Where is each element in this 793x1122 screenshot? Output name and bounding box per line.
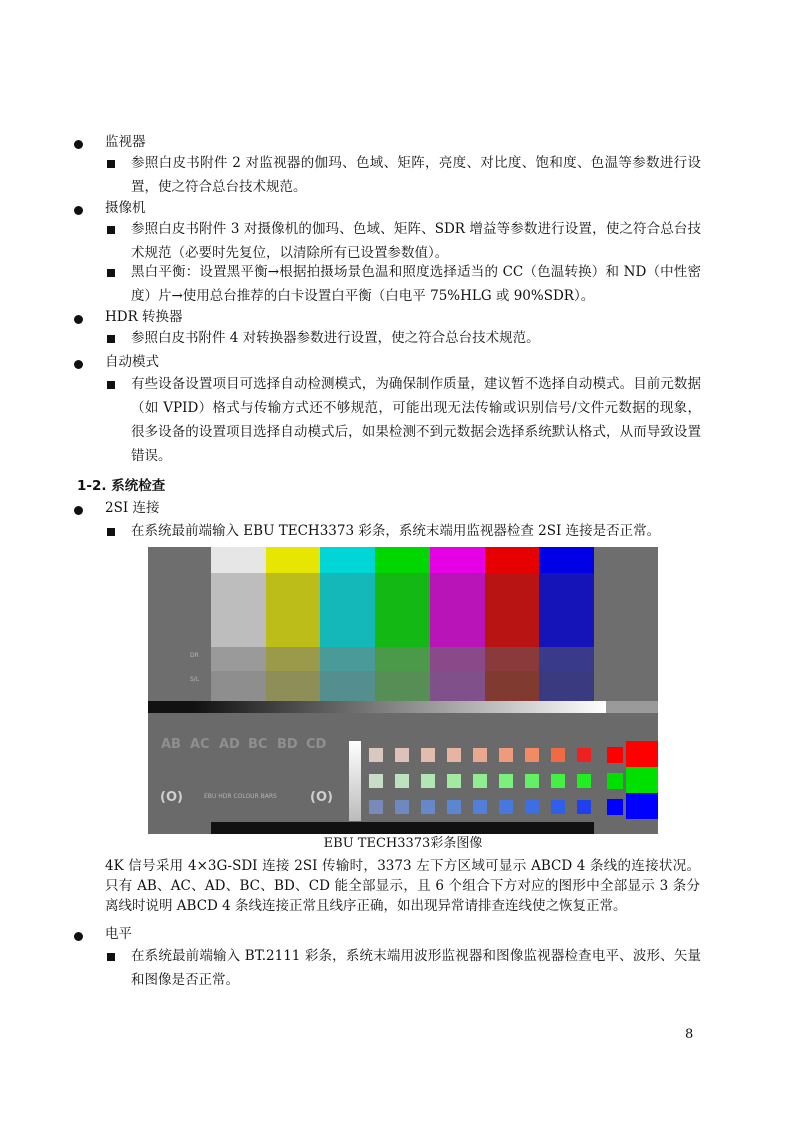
bar-top-1 xyxy=(266,547,320,573)
bar-main-1 xyxy=(266,573,320,647)
patch-sat-1 xyxy=(607,773,623,789)
level-title: 电平 xyxy=(105,926,132,942)
patch-sat-2 xyxy=(607,799,623,815)
bullet-dot xyxy=(74,315,83,324)
patch-2-5 xyxy=(499,800,513,814)
side-left xyxy=(148,547,211,701)
patch-2-0 xyxy=(369,800,383,814)
sl-label: S/L xyxy=(190,676,200,683)
bar-top-4 xyxy=(430,547,485,573)
bar-top-2 xyxy=(320,547,375,573)
section-title-monitor: 监视器 xyxy=(105,134,146,150)
bar-dr-4 xyxy=(430,647,485,671)
bullet-dot xyxy=(74,206,83,215)
patch-0-2 xyxy=(421,748,435,762)
bar-main-6 xyxy=(539,573,594,647)
bar-sl-4 xyxy=(430,671,485,701)
section-title-hdr: HDR 转换器 xyxy=(105,309,183,325)
bar-dr-1 xyxy=(266,647,320,671)
camera-item-1: 参照白皮书附件 3 对摄像机的伽玛、色域、矩阵、SDR 增益等参数进行设置，使之符合总台技术规范（必要时先复位，以清除所有已设置参数值）。 xyxy=(131,221,701,261)
combo-ab: AB xyxy=(161,737,181,752)
bullet-dot xyxy=(74,360,83,369)
level-item: 在系统最前端输入 BT.2111 彩条，系统末端用波形监视器和图像监视器检查电平、波形、矢量和图像是否正常。 xyxy=(131,948,701,988)
bar-sl-6 xyxy=(539,671,594,701)
patch-1-8 xyxy=(577,774,591,788)
patch-0-4 xyxy=(473,748,487,762)
bar-top-0 xyxy=(211,547,266,573)
page-number: 8 xyxy=(685,1027,694,1042)
section-title-auto: 自动模式 xyxy=(105,354,159,370)
combo-ac: AC xyxy=(190,737,210,752)
twosi-item: 在系统最前端输入 EBU TECH3373 彩条，系统末端用监视器检查 2SI 连接是否正常。 xyxy=(131,523,661,539)
bar-dr-2 xyxy=(320,647,375,671)
gray-ramp xyxy=(148,701,606,713)
patch-1-3 xyxy=(447,774,461,788)
hdr-item: 参照白皮书附件 4 对转换器参数进行设置，使之符合总台技术规范。 xyxy=(131,330,540,346)
patch-1-2 xyxy=(421,774,435,788)
figure-caption: EBU TECH3373彩条图像 xyxy=(323,836,483,851)
bullet-square xyxy=(107,528,115,536)
combo-bd: BD xyxy=(277,737,298,752)
bar-main-4 xyxy=(430,573,485,647)
patch-1-7 xyxy=(551,774,565,788)
bar-dr-5 xyxy=(485,647,539,671)
patch-big-1 xyxy=(626,767,658,793)
combo-cd: CD xyxy=(306,737,327,752)
bar-sl-5 xyxy=(485,671,539,701)
patch-2-6 xyxy=(525,800,539,814)
bullet-dot xyxy=(74,506,83,515)
bar-sl-2 xyxy=(320,671,375,701)
patch-2-1 xyxy=(395,800,409,814)
patch-0-5 xyxy=(499,748,513,762)
bar-main-5 xyxy=(485,573,539,647)
bar-sl-0 xyxy=(211,671,266,701)
ebu-test-card xyxy=(148,547,658,834)
patch-big-0 xyxy=(626,741,658,767)
patch-0-3 xyxy=(447,748,461,762)
patch-0-1 xyxy=(395,748,409,762)
bullet-dot xyxy=(74,140,83,149)
logo-left: (O) xyxy=(160,790,183,805)
patch-2-3 xyxy=(447,800,461,814)
bullet-square xyxy=(107,160,115,168)
white-vbar xyxy=(349,741,361,821)
bullet-square xyxy=(107,381,115,389)
bar-dr-3 xyxy=(375,647,430,671)
patch-1-0 xyxy=(369,774,383,788)
auto-item: 有些设备设置项目可选择自动检测模式，为确保制作质量，建议暂不选择自动模式。目前元数据（如 VPID）格式与传输方式还不够规范，可能出现无法传输或识别信号/文件元数据的现象，很多设备的设置项目选择自动模式后，如果检测不到元数据会选择系统默认格式，从而导致设置错误。 xyxy=(131,376,701,464)
patch-1-1 xyxy=(395,774,409,788)
patch-big-2 xyxy=(626,793,658,819)
patch-0-8 xyxy=(577,748,591,762)
bar-top-6 xyxy=(539,547,594,573)
ramp-end xyxy=(606,701,658,713)
patch-2-8 xyxy=(577,800,591,814)
logo-right: (O) xyxy=(310,790,333,805)
patch-0-6 xyxy=(525,748,539,762)
bottom-black xyxy=(211,822,594,834)
combo-bc: BC xyxy=(248,737,268,752)
combo-ad: AD xyxy=(219,737,240,752)
patch-1-4 xyxy=(473,774,487,788)
patch-2-7 xyxy=(551,800,565,814)
monitor-item: 参照白皮书附件 2 对监视器的伽玛、色域、矩阵，亮度、对比度、饱和度、色温等参数进行设置，使之符合总台技术规范。 xyxy=(131,155,701,195)
twosi-explanation: 4K 信号采用 4×3G-SDI 连接 2SI 传输时，3373 左下方区域可显示 ABCD 4 条线的连接状况。只有 AB、AC、AD、BC、BD、CD 能全部显示，且 6 个组合下方对应的图形中全部显示 3 条分离线时说明 ABCD 4 条线连接正常且线序正确，如出现异常请排查连线使之恢复正常。 xyxy=(105,858,700,914)
dr-label: DR xyxy=(190,652,199,659)
bullet-square xyxy=(107,269,115,277)
bullet-dot xyxy=(74,932,83,941)
patch-sat-0 xyxy=(607,747,623,763)
bar-dr-6 xyxy=(539,647,594,671)
bullet-square xyxy=(107,335,115,343)
bullet-square xyxy=(107,226,115,234)
bar-top-3 xyxy=(375,547,430,573)
bar-dr-0 xyxy=(211,647,266,671)
section-title-camera: 摄像机 xyxy=(105,200,146,216)
bar-top-5 xyxy=(485,547,539,573)
bar-main-3 xyxy=(375,573,430,647)
patch-2-4 xyxy=(473,800,487,814)
section-heading: 1-2. 系统检查 xyxy=(77,478,166,494)
camera-item-2: 黑白平衡：设置黑平衡→根据拍摄场景色温和照度选择适当的 CC（色温转换）和 ND（中性密度）片→使用总台推荐的白卡设置白平衡（白电平 75%HLG 或 90%SDR）。 xyxy=(131,264,701,304)
patch-0-7 xyxy=(551,748,565,762)
bullet-square xyxy=(107,953,115,961)
patch-0-0 xyxy=(369,748,383,762)
bar-sl-1 xyxy=(266,671,320,701)
bar-main-2 xyxy=(320,573,375,647)
bar-sl-3 xyxy=(375,671,430,701)
patch-2-2 xyxy=(421,800,435,814)
twosi-title: 2SI 连接 xyxy=(105,500,160,516)
card-text: EBU HDR COLOUR BARS xyxy=(204,793,277,800)
patch-1-5 xyxy=(499,774,513,788)
patch-1-6 xyxy=(525,774,539,788)
side-right xyxy=(594,547,658,701)
bar-main-0 xyxy=(211,573,266,647)
